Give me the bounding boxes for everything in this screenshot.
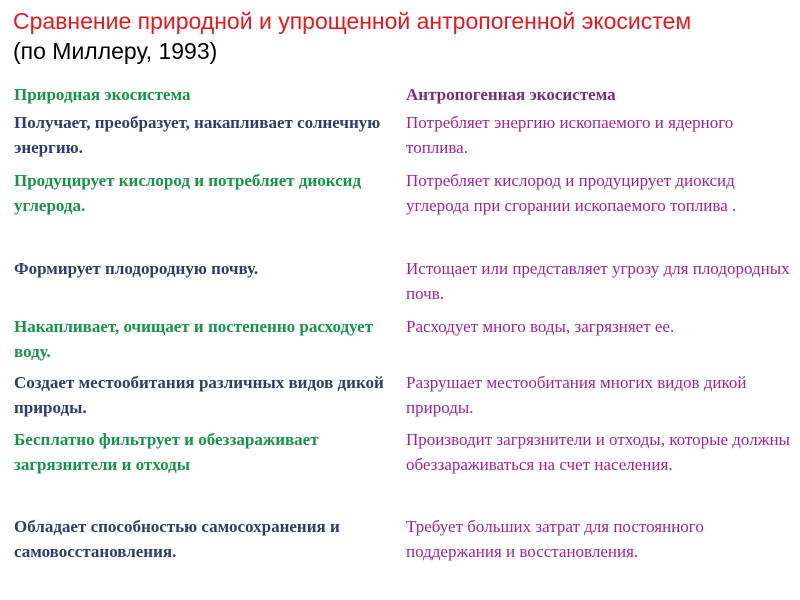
natural-cell: Обладает способностью самосохранения и самовосстановления.	[14, 517, 340, 561]
natural-cell: Создает местообитания различных видов дикой природы.	[14, 373, 384, 417]
anthropogenic-cell: Разрушает местообитания многих видов дикой природы.	[406, 373, 747, 417]
anthropogenic-cell: Истощает или представляет угрозу для плодородных почв.	[406, 259, 790, 303]
header-anthropogenic: Антропогенная экосистема	[406, 85, 616, 104]
title-source: (по Миллеру, 1993)	[13, 38, 218, 64]
natural-cell: Получает, преобразует, накапливает солнечную энергию.	[14, 113, 381, 157]
natural-cell: Накапливает, очищает и постепенно расходует воду.	[14, 317, 373, 361]
anthropogenic-cell: Расходует много воды, загрязняет ее.	[406, 317, 675, 336]
natural-cell: Формирует плодородную почву.	[14, 259, 259, 278]
natural-cell: Продуцирует кислород и потребляет диоксид углерода.	[14, 171, 362, 215]
anthropogenic-cell: Производит загрязнители и отходы, которые должны обеззараживаться на счет населения.	[406, 430, 790, 474]
header-natural: Природная экосистема	[14, 85, 191, 104]
anthropogenic-cell: Требует больших затрат для постоянного поддержания и восстановления.	[406, 517, 704, 561]
natural-cell: Бесплатно фильтрует и обеззараживает загрязнители и отходы	[14, 430, 319, 474]
anthropogenic-cell: Потребляет энергию ископаемого и ядерного топлива.	[406, 113, 734, 157]
slide-title	[13, 6, 793, 66]
title-main: Сравнение природной и упрощенной антропогенной экосистем	[13, 8, 692, 34]
anthropogenic-cell: Потребляет кислород и продуцирует диоксид углерода при сгорании ископаемого топлива .	[406, 171, 737, 215]
